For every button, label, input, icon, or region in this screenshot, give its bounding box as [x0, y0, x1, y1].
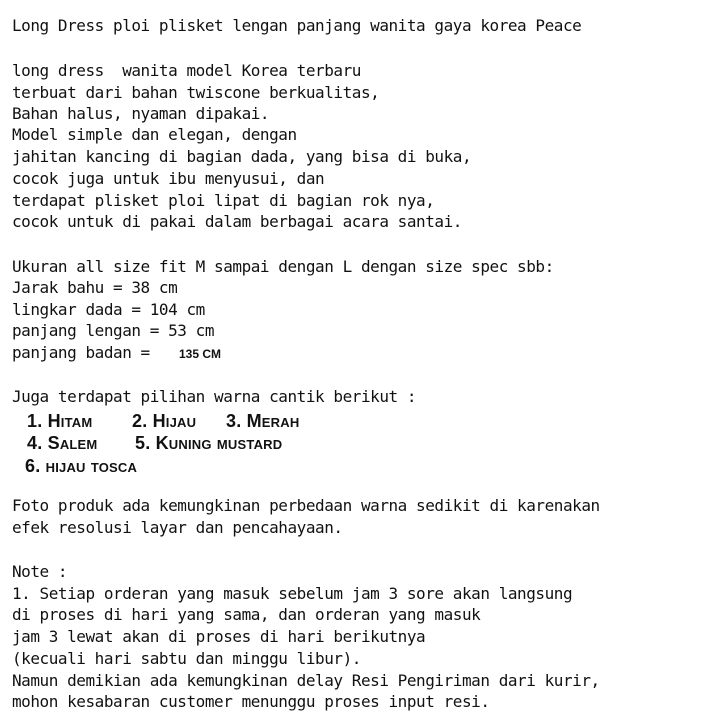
description-line: cocok juga untuk ibu menyusui, dan	[12, 169, 325, 188]
description-line: Model simple dan elegan, dengan	[12, 125, 297, 144]
note-line: di proses di hari yang sama, dan orderan yang masuk	[12, 605, 481, 624]
note-line: Namun demikian ada kemungkinan delay Resi Pengiriman dari kurir,	[12, 671, 600, 690]
description-line: long dress wanita model Korea terbaru	[12, 61, 361, 80]
disclaimer-line: efek resolusi layar dan pencahayaan.	[12, 518, 343, 537]
description-line: terdapat plisket ploi lipat di bagian rok nya,	[12, 191, 435, 210]
size-intro: Ukuran all size fit M sampai dengan L dengan size spec sbb:	[12, 257, 554, 276]
colors-intro: Juga terdapat pilihan warna cantik berikut :	[12, 387, 417, 406]
color-option: 2. Hijau	[132, 411, 197, 431]
description-line: terbuat dari bahan twiscone berkualitas,	[12, 83, 380, 102]
note-heading: Note :	[12, 562, 68, 581]
note-line: jam 3 lewat akan di proses di hari berikutnya	[12, 627, 426, 646]
color-option: 1. Hitam	[27, 411, 93, 431]
size-spec-badan-value: 135 CM	[179, 347, 222, 361]
size-spec-badan: panjang badan =	[12, 343, 159, 362]
color-option: 4. Salem	[27, 433, 98, 453]
size-spec: lingkar dada = 104 cm	[12, 300, 205, 319]
description-line: Bahan halus, nyaman dipakai.	[12, 104, 270, 123]
description-line: cocok untuk di pakai dalam berbagai acara santai.	[12, 212, 462, 231]
size-spec: panjang lengan = 53 cm	[12, 321, 215, 340]
note-line: (kecuali hari sabtu dan minggu libur).	[12, 649, 361, 668]
color-option: 3. Merah	[226, 411, 300, 431]
disclaimer-line: Foto produk ada kemungkinan perbedaan warna sedikit di karenakan	[12, 496, 600, 515]
note-line: 1. Setiap orderan yang masuk sebelum jam 3 sore akan langsung	[12, 584, 573, 603]
color-option: 6. hijau tosca	[25, 456, 138, 476]
note-line: mohon kesabaran customer menunggu proses input resi.	[12, 692, 490, 711]
description-line: jahitan kancing di bagian dada, yang bisa di buka,	[12, 147, 472, 166]
size-spec: Jarak bahu = 38 cm	[12, 278, 178, 297]
color-option: 5. Kuning mustard	[135, 433, 283, 453]
product-title: Long Dress ploi plisket lengan panjang wanita gaya korea Peace	[12, 16, 582, 35]
